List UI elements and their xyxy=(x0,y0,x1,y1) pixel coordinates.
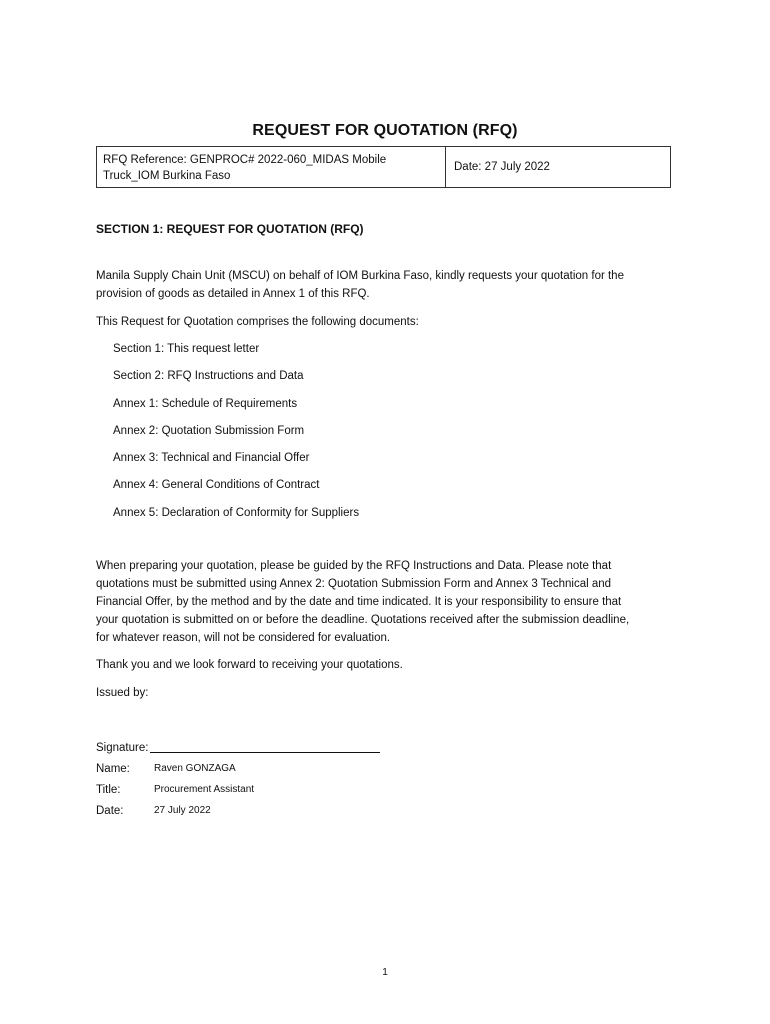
intro-paragraph-line-2: provision of goods as detailed in Annex 1 of this RFQ. xyxy=(96,288,370,300)
list-item: Annex 5: Declaration of Conformity for Suppliers xyxy=(113,506,360,519)
guidance-line: your quotation is submitted on or before the deadline. Quotations received after the submission deadline, xyxy=(96,614,630,626)
guidance-line: quotations must be submitted using Annex 2: Quotation Submission Form and Annex 3 Technical and xyxy=(96,578,612,590)
title-row xyxy=(96,782,254,798)
guidance-line: When preparing your quotation, please be guided by the RFQ Instructions and Data. Please note that xyxy=(96,560,612,572)
name-row xyxy=(96,761,236,777)
date-value: 27 July 2022 xyxy=(154,805,211,816)
documents-list xyxy=(113,340,359,531)
list-item: Annex 4: General Conditions of Contract xyxy=(113,479,320,492)
page-number: 1 xyxy=(382,967,388,978)
guidance-line: for whatever reason, will not be considered for evaluation. xyxy=(96,632,391,644)
rfq-date: Date: 27 July 2022 xyxy=(454,161,550,173)
title-value: Procurement Assistant xyxy=(154,784,255,795)
signature-label: Signature: xyxy=(96,742,149,754)
signature-row xyxy=(96,740,380,756)
rfq-reference-line-1: RFQ Reference: GENPROC# 2022-060_MIDAS Mobile xyxy=(103,154,387,166)
intro-paragraph-line-1: Manila Supply Chain Unit (MSCU) on behalf of IOM Burkina Faso, kindly requests your quotation for the xyxy=(96,270,624,282)
guidance-line: Financial Offer, by the method and by the date and time indicated. It is your responsibility to ensure that xyxy=(96,596,622,608)
guidance-paragraph xyxy=(96,557,671,647)
rfq-date-cell xyxy=(446,147,670,187)
issued-by-label: Issued by: xyxy=(96,687,149,699)
documents-intro: This Request for Quotation comprises the following documents: xyxy=(96,316,419,328)
section-heading: SECTION 1: REQUEST FOR QUOTATION (RFQ) xyxy=(96,222,364,236)
intro-paragraph xyxy=(96,267,671,303)
list-item: Annex 1: Schedule of Requirements xyxy=(113,397,298,410)
thanks-line: Thank you and we look forward to receiving your quotations. xyxy=(96,659,403,671)
date-label: Date: xyxy=(96,805,124,817)
list-item: Section 2: RFQ Instructions and Data xyxy=(113,370,304,383)
list-item: Annex 2: Quotation Submission Form xyxy=(113,424,305,437)
reference-box xyxy=(96,146,671,188)
date-row xyxy=(96,803,211,819)
rfq-reference-cell xyxy=(97,147,446,187)
name-value: Raven GONZAGA xyxy=(154,763,236,774)
list-item: Section 1: This request letter xyxy=(113,343,260,355)
rfq-reference-line-2: Truck_IOM Burkina Faso xyxy=(103,170,231,182)
document-title: REQUEST FOR QUOTATION (RFQ) xyxy=(252,122,518,139)
list-item: Annex 3: Technical and Financial Offer xyxy=(113,452,310,465)
signature-line xyxy=(150,740,380,753)
name-label: Name: xyxy=(96,763,130,775)
title-label: Title: xyxy=(96,784,121,796)
